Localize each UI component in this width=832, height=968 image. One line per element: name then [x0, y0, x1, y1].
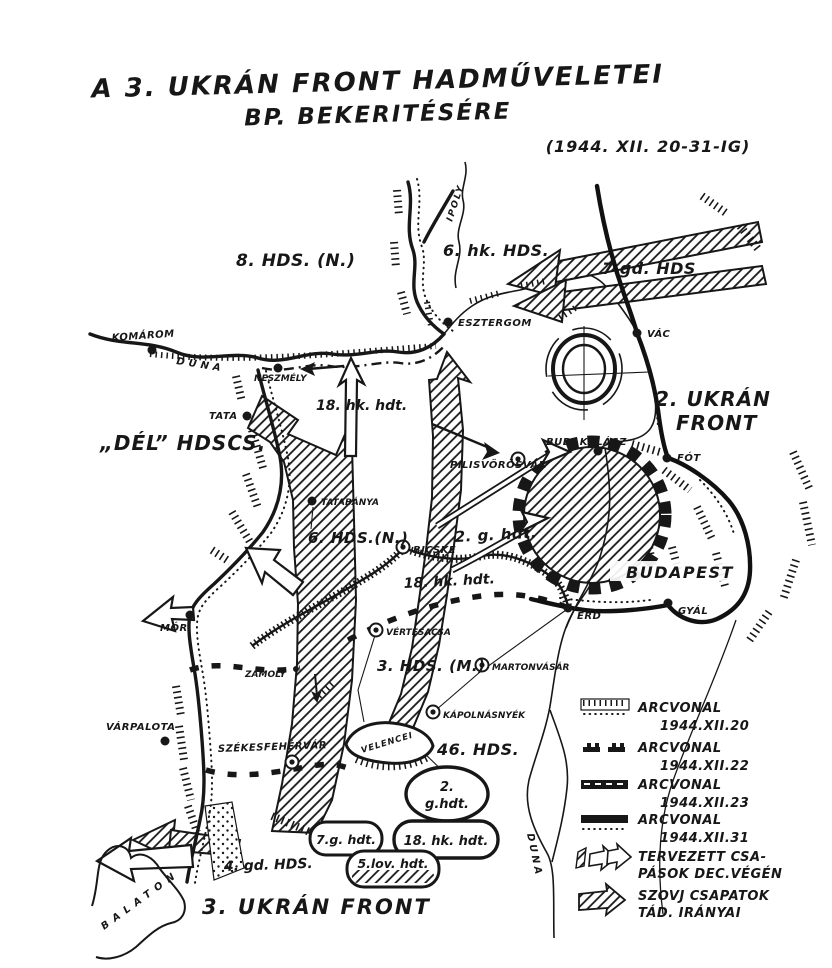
- legend-date-front-dec20: 1944.XII.20: [660, 719, 750, 734]
- legend-symbol-front-dec20: [581, 699, 629, 714]
- legend-symbol-planned-strikes: [576, 844, 631, 870]
- ipoly-river: [424, 162, 466, 288]
- dot-zamoly: [293, 666, 299, 672]
- dot-vac: [633, 329, 642, 338]
- label-18-hk-hdt-mid: 18. hk. hdt.: [403, 571, 496, 592]
- label-budapest: BUDAPEST: [626, 563, 734, 582]
- dot-fot: [663, 454, 672, 463]
- dot-erd: [564, 604, 573, 613]
- label-zamoly: ZÁMOLY: [245, 670, 286, 680]
- label-7-gd-hds: 7 gd. HDS: [602, 259, 696, 278]
- legend-date-front-dec23: 1944.XII.23: [660, 796, 750, 811]
- title-line2: BP. BEKERITÉSÉRE: [243, 98, 512, 132]
- label-fot: FÓT: [677, 453, 701, 464]
- label-bicske: BICSKE: [413, 545, 457, 556]
- map-title: [89, 58, 750, 156]
- legend-label-front-dec20: ARCVONAL: [638, 701, 722, 716]
- legend-date-planned-strikes: PÁSOK DEC.VÉGÉN: [638, 867, 783, 882]
- label-kapolnasnyek: KÁPOLNÁSNYÉK: [443, 711, 526, 721]
- legend-date-soviet-attacks: TÁD. IRÁNYAI: [638, 906, 742, 921]
- label-4-gd-hds: 4. gd. HDS.: [223, 855, 314, 875]
- legend-date-front-dec31: 1944.XII.31: [660, 831, 750, 846]
- label-8-hds-n: 8. HDS. (N.): [236, 251, 356, 271]
- danube-bend-hill-symbol: [546, 326, 650, 420]
- label-komarom: KOMÁROM: [111, 328, 176, 344]
- label-2-ukran-front-line1: 2. UKRÁN: [655, 387, 771, 411]
- label-varpalota: VÁRPALOTA: [106, 722, 176, 733]
- velencei-label: VELENCEI: [359, 730, 415, 756]
- label-oval-2-g-hdt-line1: 2.: [440, 780, 454, 795]
- legend-date-front-dec22: 1944.XII.22: [660, 759, 750, 774]
- label-del-hdscs: „DÉL” HDSCS.: [100, 431, 267, 455]
- dot-vertesacsa: [370, 624, 383, 637]
- dot-tata: [243, 412, 252, 421]
- label-esztergom: ESZTERGOM: [458, 318, 532, 329]
- legend-symbol-front-dec22: [583, 743, 625, 752]
- label-oval-2-g-hdt-line2: g.hdt.: [425, 797, 469, 812]
- label-szekesfehervar: SZÉKESFEHÉRVÁR: [217, 740, 328, 755]
- label-3-ukran-front: 3. UKRÁN FRONT: [202, 895, 431, 919]
- legend-symbol-front-dec31: [581, 815, 628, 829]
- legend-label-front-dec23: ARCVONAL: [638, 778, 722, 793]
- label-vac: VÁC: [647, 329, 671, 340]
- map-legend: [576, 699, 782, 921]
- dot-mor: [186, 611, 195, 620]
- title-date: (1944. XII. 20-31-IG): [545, 137, 751, 156]
- balaton-label: BALATON: [99, 868, 182, 933]
- label-3-hds-m: 3. HDS. (M.): [377, 657, 486, 675]
- budapest-pocket: [518, 441, 732, 628]
- legend-label-front-dec22: ARCVONAL: [638, 741, 722, 756]
- label-martonvasar: MARTONVÁSÁR: [492, 663, 570, 673]
- label-6-hds-n: 6. HDS.(N.): [308, 529, 409, 547]
- dot-tatabanya: [308, 497, 317, 506]
- label-neszmely: NESZMÉLY: [254, 374, 307, 384]
- label-oval-7-g-hdt: 7.g. hdt.: [315, 832, 377, 847]
- legend-symbol-front-dec23: [581, 780, 628, 789]
- label-tatabanya: TATABÁNYA: [321, 498, 379, 508]
- label-gyal: GYÁL: [678, 606, 709, 617]
- dot-komarom: [148, 346, 157, 355]
- dot-kapolnasnyek: [427, 706, 440, 719]
- label-pilisvorosvar: PILISVÖRÖSVÁR: [450, 460, 547, 471]
- dot-neszmely: [274, 364, 283, 373]
- label-mor: MÓR: [160, 623, 188, 634]
- dot-varpalota: [161, 737, 170, 746]
- label-2-g-hdt: 2. g. hdt.: [454, 523, 538, 546]
- label-vertesacsa: VÉRTESACSA: [386, 628, 451, 638]
- label-tata: TATA: [209, 411, 238, 422]
- label-oval-5-lov-hdt: 5.lov. hdt.: [357, 856, 429, 871]
- label-18-hk-hdt-north: 18. hk. hdt.: [316, 398, 408, 414]
- ipoly-label: IPOLY: [445, 183, 467, 223]
- title-line1: A 3. UKRÁN FRONT HADMŰVELETEI: [91, 59, 665, 105]
- dot-esztergom: [444, 318, 453, 327]
- dot-szekesfehervar: [286, 756, 299, 769]
- legend-label-planned-strikes: TERVEZETT CSA-: [638, 850, 767, 865]
- label-oval-18-hk-hdt: 18. hk. hdt.: [403, 834, 489, 849]
- duna-label-northwest: DUNA: [175, 356, 226, 375]
- label-6-hk-hds: 6. hk. HDS.: [443, 241, 550, 260]
- label-46-hds: 46. HDS.: [437, 740, 520, 759]
- label-erd: ÉRD: [577, 611, 602, 622]
- dot-gyal: [664, 599, 673, 608]
- label-2-ukran-front-line2: FRONT: [676, 411, 758, 435]
- legend-label-front-dec31: ARCVONAL: [638, 813, 722, 828]
- legend-label-soviet-attacks: SZOVJ CSAPATOK: [638, 889, 770, 904]
- label-budakalasz: BUDAKALÁSZ: [546, 437, 627, 448]
- duna-label-south: DUNA: [524, 832, 545, 879]
- legend-symbol-soviet-attacks: [579, 884, 625, 915]
